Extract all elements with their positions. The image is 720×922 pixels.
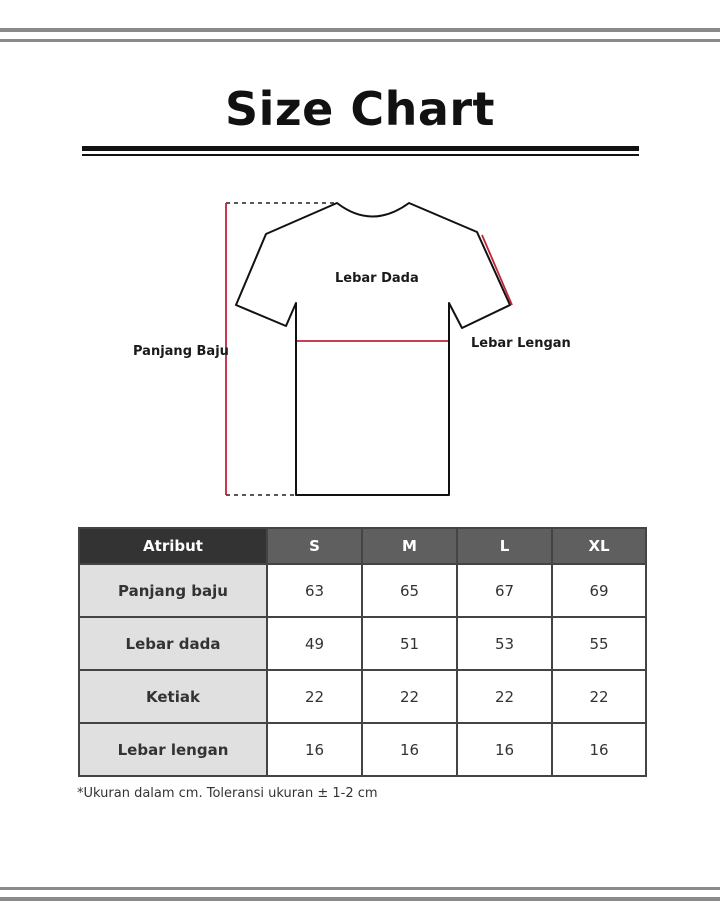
chest-label: Lebar Dada [335, 271, 419, 286]
cell-value: 63 [267, 564, 362, 617]
bottom-border-line [0, 897, 720, 901]
cell-value: 69 [552, 564, 646, 617]
cell-value: 16 [362, 723, 457, 776]
tshirt-diagram [0, 190, 720, 514]
row-label: Ketiak [79, 670, 267, 723]
cell-value: 67 [457, 564, 552, 617]
header-size-xl: XL [552, 528, 646, 564]
cell-value: 16 [267, 723, 362, 776]
cell-value: 65 [362, 564, 457, 617]
cell-value: 22 [457, 670, 552, 723]
cell-value: 22 [362, 670, 457, 723]
length-label: Panjang Baju [133, 344, 229, 359]
table-header-row [79, 528, 646, 564]
header-atribut: Atribut [79, 528, 267, 564]
bottom-border-line-inner [0, 887, 720, 890]
tolerance-note: *Ukuran dalam cm. Toleransi ukuran ± 1-2 cm [77, 786, 378, 801]
cell-value: 16 [552, 723, 646, 776]
header-size-s: S [267, 528, 362, 564]
row-label: Lebar lengan [79, 723, 267, 776]
title-rule-thin [82, 154, 639, 156]
cell-value: 49 [267, 617, 362, 670]
title-rule-thick [82, 146, 639, 151]
cell-value: 22 [267, 670, 362, 723]
sleeve-measure-line [482, 235, 512, 305]
cell-value: 55 [552, 617, 646, 670]
cell-value: 51 [362, 617, 457, 670]
top-border-line [0, 28, 720, 32]
cell-value: 16 [457, 723, 552, 776]
sleeve-label: Lebar Lengan [471, 336, 571, 351]
row-label: Panjang baju [79, 564, 267, 617]
cell-value: 22 [552, 670, 646, 723]
size-table [78, 527, 647, 777]
page-title: Size Chart [224, 82, 496, 136]
row-label: Lebar dada [79, 617, 267, 670]
tshirt-outline [236, 203, 510, 495]
top-border-line-inner [0, 39, 720, 42]
table-row [79, 670, 646, 723]
header-size-m: M [362, 528, 457, 564]
tshirt-illustration [0, 190, 720, 510]
cell-value: 53 [457, 617, 552, 670]
table-row [79, 564, 646, 617]
header-size-l: L [457, 528, 552, 564]
table-row [79, 723, 646, 776]
table-row [79, 617, 646, 670]
